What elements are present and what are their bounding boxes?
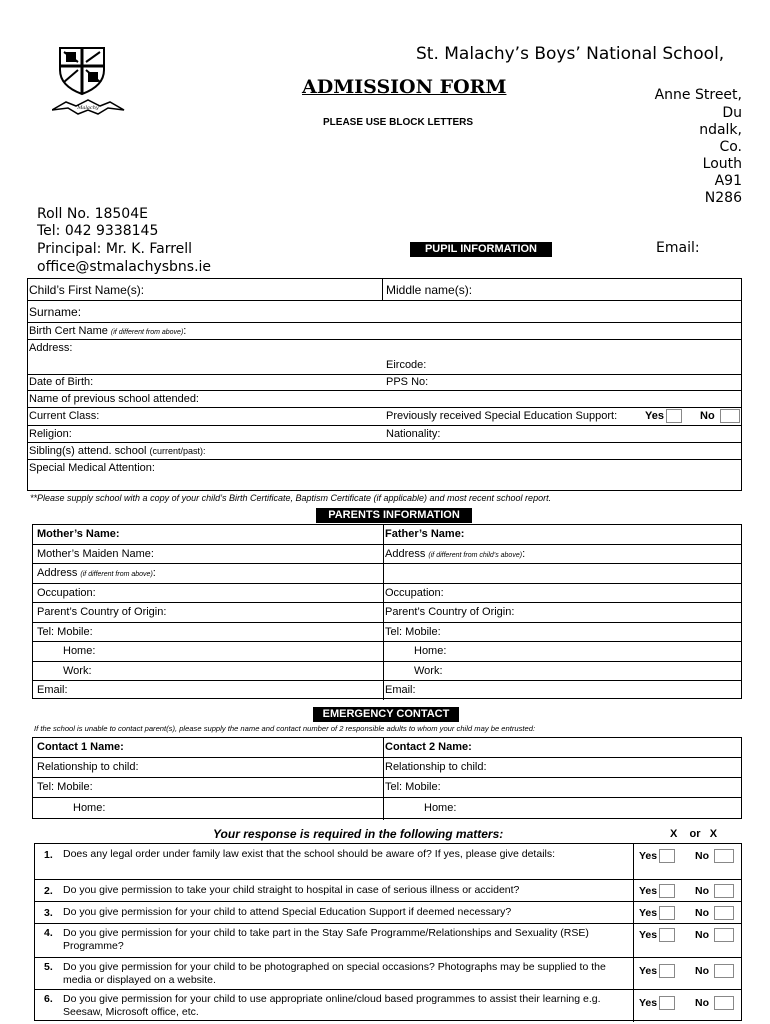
religion-field[interactable]: Religion: xyxy=(29,428,72,440)
mother-work-phone-field[interactable]: Work: xyxy=(63,665,92,677)
answer-yes[interactable] xyxy=(639,996,675,1010)
documents-footnote: **Please supply school with a copy of your child’s Birth Certificate, Baptism Certificate (if applicable) and most recent school report. xyxy=(30,493,552,503)
yes-checkbox[interactable] xyxy=(659,964,675,978)
x-or-x-legend: X or X xyxy=(670,828,718,840)
yes-label: Yes xyxy=(639,996,658,1009)
pps-number-field[interactable]: PPS No: xyxy=(386,376,429,388)
question-number: 2. xyxy=(44,885,53,897)
mother-mobile-field[interactable]: Tel: Mobile: xyxy=(37,626,93,638)
no-checkbox[interactable] xyxy=(714,964,734,978)
answer-yes[interactable] xyxy=(639,906,675,920)
yes-label: Yes xyxy=(639,906,658,919)
question-row xyxy=(35,880,741,902)
answer-no[interactable] xyxy=(695,964,734,978)
question-text: Does any legal order under family law exist that the school should be aware of? If yes, please give details: xyxy=(63,848,556,860)
current-class-field[interactable]: Current Class: xyxy=(29,410,100,422)
address-line-street: Anne Street, xyxy=(654,87,742,103)
father-name-field[interactable]: Father’s Name: xyxy=(385,528,465,540)
emergency-contact-table xyxy=(32,737,742,819)
prev-support-no[interactable] xyxy=(700,409,740,423)
no-checkbox[interactable] xyxy=(714,996,734,1010)
email-label: Email: xyxy=(656,240,700,256)
father-address-field[interactable]: Address (if different from child’s above): xyxy=(385,548,526,560)
form-subtitle: PLEASE USE BLOCK LETTERS xyxy=(323,117,474,128)
no-label: No xyxy=(695,884,709,897)
birth-cert-note: (if different from above) xyxy=(110,329,184,336)
question-number: 4. xyxy=(44,927,53,939)
eircode-field[interactable]: Eircode: xyxy=(386,359,427,371)
mother-email-field[interactable]: Email: xyxy=(37,684,68,696)
first-name-field[interactable]: Child’s First Name(s): xyxy=(29,283,145,297)
siblings-note: (current/past): xyxy=(149,446,206,456)
no-label: No xyxy=(695,906,709,919)
contact-1-relationship-field[interactable]: Relationship to child: xyxy=(37,761,139,773)
no-checkbox[interactable] xyxy=(714,849,734,863)
surname-field[interactable]: Surname: xyxy=(29,305,82,319)
father-email-field[interactable]: Email: xyxy=(385,684,416,696)
contact-2-home-field[interactable]: Home: xyxy=(424,802,457,814)
school-telephone: Tel: 042 9338145 xyxy=(37,223,159,239)
father-occupation-field[interactable]: Occupation: xyxy=(385,587,444,599)
answer-yes[interactable] xyxy=(639,964,675,978)
contact-1-name-field[interactable]: Contact 1 Name: xyxy=(37,741,124,753)
answer-yes[interactable] xyxy=(639,884,675,898)
date-of-birth-field[interactable]: Date of Birth: xyxy=(29,376,94,388)
questions-heading: Your response is required in the following matters: xyxy=(213,827,504,841)
yes-checkbox[interactable] xyxy=(666,409,682,423)
yes-checkbox[interactable] xyxy=(659,928,675,942)
father-country-field[interactable]: Parent’s Country of Origin: xyxy=(385,606,515,618)
address-line: Du xyxy=(722,105,742,121)
yes-checkbox[interactable] xyxy=(659,884,675,898)
answer-no[interactable] xyxy=(695,928,734,942)
question-text: Do you give permission to take your child straight to hospital in case of serious illness or accident? xyxy=(63,884,520,896)
question-text: Do you give permission for your child to take part in the Stay Safe Programme/Relationships and Sexuality (RSE) Programme? xyxy=(63,927,589,952)
yes-label: Yes xyxy=(639,928,658,941)
father-address-label: Address xyxy=(385,548,426,560)
principal-name: Principal: Mr. K. Farrell xyxy=(37,241,193,257)
prev-support-label: Previously received Special Education Support: xyxy=(386,410,618,422)
answer-yes[interactable] xyxy=(639,849,675,863)
yes-label: Yes xyxy=(639,964,658,977)
siblings-label: Sibling(s) attend. school xyxy=(29,445,147,457)
parents-info-banner: PARENTS INFORMATION xyxy=(316,508,472,523)
no-label: No xyxy=(695,849,709,862)
no-checkbox[interactable] xyxy=(714,906,734,920)
no-checkbox[interactable] xyxy=(720,409,740,423)
answer-yes[interactable] xyxy=(639,928,675,942)
contact-1-mobile-field[interactable]: Tel: Mobile: xyxy=(37,781,93,793)
question-text: Do you give permission for your child to use appropriate online/cloud based programmes to assist their learning e.g. Seesaw, Microsoft office, etc. xyxy=(63,993,601,1018)
mother-address-note: (if different from above) xyxy=(80,571,153,578)
nationality-field[interactable]: Nationality: xyxy=(386,428,441,440)
father-address-note: (if different from child’s above) xyxy=(428,552,523,559)
no-checkbox[interactable] xyxy=(714,928,734,942)
question-number: 1. xyxy=(44,849,53,861)
questions-table xyxy=(34,843,742,1021)
question-number: 3. xyxy=(44,907,53,919)
medical-attention-field[interactable]: Special Medical Attention: xyxy=(29,462,155,474)
mother-maiden-name-field[interactable]: Mother’s Maiden Name: xyxy=(37,548,154,560)
question-row xyxy=(35,902,741,924)
address-line: A91 xyxy=(714,173,742,189)
address-line: Co. xyxy=(719,139,742,155)
no-label: No xyxy=(695,928,709,941)
yes-checkbox[interactable] xyxy=(659,906,675,920)
mother-address-field[interactable]: Address (if different from above): xyxy=(37,567,156,579)
school-name: St. Malachy’s Boys’ National School, xyxy=(416,44,725,64)
answer-no[interactable] xyxy=(695,849,734,863)
address-line: Louth xyxy=(702,156,742,172)
mother-name-field[interactable]: Mother’s Name: xyxy=(37,528,120,540)
siblings-field[interactable] xyxy=(29,445,206,457)
prev-support-yes[interactable] xyxy=(645,409,682,423)
yes-label: Yes xyxy=(639,884,658,897)
no-checkbox[interactable] xyxy=(714,884,734,898)
contact-2-mobile-field[interactable]: Tel: Mobile: xyxy=(385,781,441,793)
answer-no[interactable] xyxy=(695,906,734,920)
mother-home-phone-field[interactable]: Home: xyxy=(63,645,96,657)
previous-school-field[interactable]: Name of previous school attended: xyxy=(29,393,199,405)
middle-name-field[interactable]: Middle name(s): xyxy=(386,283,473,297)
question-text: Do you give permission for your child to attend Special Education Support if deemed necessary? xyxy=(63,906,512,918)
question-text: Do you give permission for your child to be photographed on special occasions? Photographs may be supplied to the media or displayed on a website. xyxy=(63,961,606,986)
yes-checkbox[interactable] xyxy=(659,849,675,863)
parents-info-table xyxy=(32,524,742,699)
mother-address-label: Address xyxy=(37,567,78,579)
pupil-info-banner: PUPIL INFORMATION xyxy=(410,242,552,257)
question-row xyxy=(35,990,741,1022)
mother-country-field[interactable]: Parent’s Country of Origin: xyxy=(37,606,167,618)
no-label: No xyxy=(695,964,709,977)
pupil-info-table xyxy=(27,278,742,491)
no-label: No xyxy=(695,996,709,1009)
father-mobile-field[interactable]: Tel: Mobile: xyxy=(385,626,441,638)
answer-no[interactable] xyxy=(695,884,734,898)
mother-occupation-field[interactable]: Occupation: xyxy=(37,587,96,599)
contact-1-home-field[interactable]: Home: xyxy=(73,802,106,814)
address-line: ndalk, xyxy=(699,122,742,138)
school-crest-logo xyxy=(52,44,124,118)
yes-checkbox[interactable] xyxy=(659,996,675,1010)
contact-2-name-field[interactable]: Contact 2 Name: xyxy=(385,741,472,753)
question-number: 6. xyxy=(44,993,53,1005)
form-title: ADMISSION FORM xyxy=(302,76,507,98)
emergency-contact-banner: EMERGENCY CONTACT xyxy=(313,707,459,722)
answer-no[interactable] xyxy=(695,996,734,1010)
father-work-phone-field[interactable]: Work: xyxy=(414,665,443,677)
no-label: No xyxy=(700,409,715,422)
question-row xyxy=(35,924,741,958)
question-number: 5. xyxy=(44,961,53,973)
question-row xyxy=(35,958,741,990)
yes-label: Yes xyxy=(639,849,658,862)
roll-number: Roll No. 18504E xyxy=(37,206,148,222)
school-email-address: office@stmalachysbns.ie xyxy=(37,259,212,275)
svg-text:Malachy: Malachy xyxy=(77,105,99,111)
address-line-postcode: N286 xyxy=(704,190,742,206)
yes-label: Yes xyxy=(645,409,664,422)
address-field[interactable]: Address: xyxy=(29,342,73,354)
contact-2-relationship-field[interactable]: Relationship to child: xyxy=(385,761,487,773)
emergency-contact-note: If the school is unable to contact parent(s), please supply the name and contact number of 2 responsible adults to whom your child may be entrusted: xyxy=(34,724,536,733)
birth-cert-label: Birth Cert Name xyxy=(29,325,108,337)
father-home-phone-field[interactable]: Home: xyxy=(414,645,447,657)
birth-cert-name-field[interactable]: Birth Cert Name (if different from above): xyxy=(29,325,187,337)
question-row xyxy=(35,844,741,880)
